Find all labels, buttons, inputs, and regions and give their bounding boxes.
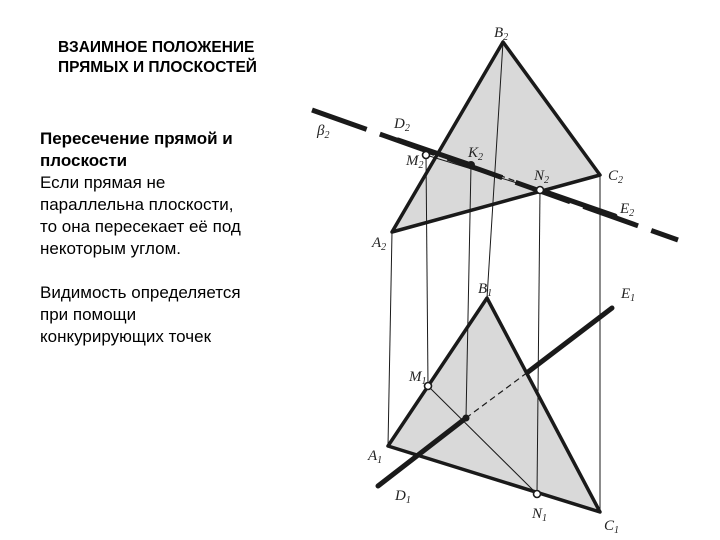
label-b2: $B_2$: [494, 25, 509, 43]
heading-line-2: плоскости: [40, 151, 128, 170]
heading-line-1: Пересечение прямой и: [40, 129, 233, 148]
label-a1: $A_1$: [368, 448, 383, 466]
para1-line-1: Если прямая не: [40, 173, 166, 192]
label-k2: $K_2$: [468, 145, 484, 163]
label-e1: $E_1$: [621, 286, 636, 304]
para2-line-2: при помощи: [40, 305, 137, 324]
label-c1: $C_1$: [604, 518, 620, 536]
label-m2: $M_2$: [406, 153, 424, 171]
point-k2: [467, 161, 475, 169]
label-e2: $E_2$: [620, 201, 635, 219]
para2-line-1: Видимость определяется: [40, 283, 241, 302]
para2-line-3: конкурирующих точек: [40, 327, 212, 346]
line-de-top-right: [528, 308, 612, 372]
title-line-1: ВЗАИМНОЕ ПОЛОЖЕНИЕ: [58, 39, 255, 56]
line-de-front-right: [540, 190, 615, 216]
label-b1: $B_1$: [478, 281, 493, 299]
point-k1: [463, 415, 470, 422]
point-n2: [537, 187, 544, 194]
label-m1: $M_1$: [409, 369, 427, 387]
para1-line-2: параллельна плоскости,: [40, 195, 234, 214]
point-m2: [423, 152, 430, 159]
label-beta2: $\beta_2$: [317, 123, 330, 141]
label-n2: $N_2$: [534, 168, 550, 186]
point-n1: [534, 491, 541, 498]
link-line-a: [388, 232, 392, 446]
label-a2: $A_2$: [372, 235, 387, 253]
label-n1: $N_1$: [532, 506, 548, 524]
label-d1: $D_1$: [395, 488, 411, 506]
para1-line-3: то она пересекает её под: [40, 217, 241, 236]
title-line-2: ПРЯМЫХ И ПЛОСКОСТЕЙ: [58, 59, 257, 76]
para1-line-4: некоторым углом.: [40, 239, 181, 258]
label-d2: $D_2$: [394, 116, 410, 134]
label-c2: $C_2$: [608, 168, 624, 186]
